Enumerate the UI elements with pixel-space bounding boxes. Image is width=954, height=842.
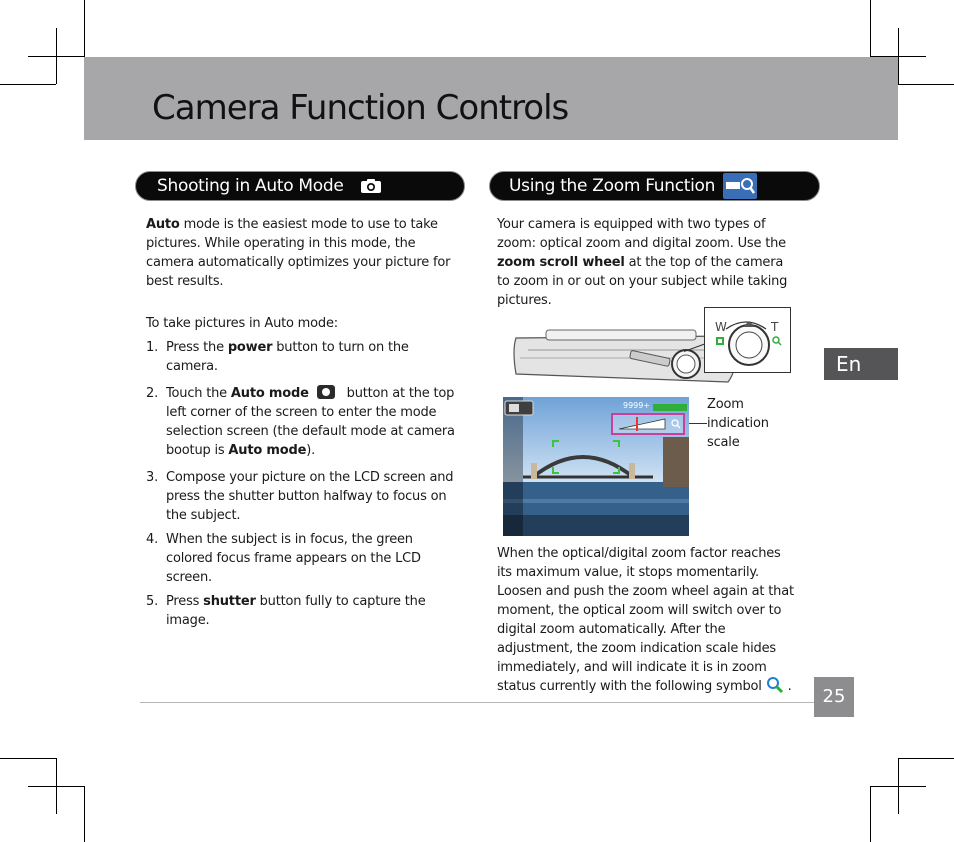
list-item bbox=[146, 384, 458, 460]
intro-bold: Auto bbox=[146, 217, 180, 232]
callout-line bbox=[689, 423, 707, 424]
crop-mark bbox=[898, 84, 954, 85]
step-text: Press bbox=[166, 594, 204, 609]
step-text: Press the bbox=[166, 340, 228, 355]
section-heading-zoom bbox=[489, 171, 820, 201]
outro-text: . bbox=[787, 679, 792, 694]
step-text: button to turn on the camera. bbox=[166, 340, 409, 374]
crop-mark bbox=[870, 0, 871, 57]
zoom-scale-callout bbox=[707, 395, 777, 452]
intro-bold: zoom scroll wheel bbox=[497, 255, 625, 270]
camera-icon bbox=[360, 178, 382, 194]
step-number: 5. bbox=[146, 594, 159, 609]
step-bold: shutter bbox=[203, 594, 256, 609]
crop-mark bbox=[28, 56, 84, 57]
step-text: ). bbox=[306, 443, 316, 458]
step-number: 3. bbox=[146, 470, 159, 485]
step-number: 4. bbox=[146, 532, 159, 547]
divider bbox=[140, 702, 814, 703]
step-number: 2. bbox=[146, 386, 159, 401]
auto-mode-intro bbox=[146, 215, 458, 291]
crop-mark bbox=[870, 786, 926, 787]
step-bold: Auto mode bbox=[230, 386, 309, 401]
zoom-icon bbox=[723, 173, 757, 199]
zoom-intro bbox=[497, 215, 799, 310]
crop-mark bbox=[0, 84, 56, 85]
list-item bbox=[146, 530, 458, 587]
step-text: Compose your picture on the LCD screen and press the shutter button halfway to focus on the subject. bbox=[166, 470, 454, 523]
magnifier-icon bbox=[766, 677, 784, 693]
steps-list bbox=[146, 338, 458, 630]
steps-label bbox=[146, 314, 458, 333]
step-bold: power bbox=[227, 340, 273, 355]
section-heading-auto-mode bbox=[135, 171, 465, 201]
intro-text: mode is the easiest mode to use to take pictures. While operating in this mode, the camera automatically optimizes your picture for best results. bbox=[146, 217, 451, 289]
step-text: Touch the bbox=[166, 386, 231, 401]
crop-mark bbox=[0, 758, 56, 759]
step-text: When the subject is in focus, the green colored focus frame appears on the LCD screen. bbox=[166, 532, 421, 585]
step-text: button fully to capture the image. bbox=[166, 594, 426, 628]
dial-w-label: W bbox=[715, 320, 727, 334]
intro-text: at the top of the camera to zoom in or out on your subject while taking pictures. bbox=[497, 255, 788, 308]
section-title: Shooting in Auto Mode bbox=[157, 176, 344, 196]
outro-text: When the optical/digital zoom factor reaches its maximum value, it stops momentarily. Loosen and push the zoom wheel again at that moment, the optical zoom will switch over to digital zoom automatically. After the adjustment, the zoom indication scale hides immediately, and will indicate it is in zoom status currently with the following symbol bbox=[497, 546, 794, 694]
step-bold: Auto mode bbox=[228, 443, 307, 458]
crop-mark bbox=[84, 786, 85, 842]
step-text: button at the top left corner of the screen to enter the mode selection screen (the default mode at camera bootup is bbox=[166, 386, 455, 458]
language-tab: En bbox=[824, 348, 898, 380]
step-number: 1. bbox=[146, 340, 159, 355]
section-title: Using the Zoom Function bbox=[509, 176, 716, 196]
lcd-shot-count: 9999+ bbox=[623, 401, 651, 410]
callout-text: Zoom indication scale bbox=[707, 397, 769, 450]
crop-mark bbox=[898, 758, 954, 759]
page-title: Camera Function Controls bbox=[152, 88, 569, 128]
crop-mark bbox=[28, 786, 84, 787]
zoom-scale-bar bbox=[613, 415, 683, 433]
zoom-dial-icon bbox=[704, 307, 789, 371]
lcd-screen bbox=[503, 397, 689, 536]
crop-mark bbox=[84, 0, 85, 57]
page-number: 25 bbox=[814, 677, 854, 717]
list-item bbox=[146, 338, 458, 376]
list-item bbox=[146, 468, 458, 525]
zoom-outro bbox=[497, 544, 797, 696]
camera-icon bbox=[317, 385, 335, 399]
crop-mark bbox=[870, 786, 871, 842]
steps-label-text: To take pictures in Auto mode: bbox=[146, 316, 338, 331]
intro-text: Your camera is equipped with two types of zoom: optical zoom and digital zoom. Use the bbox=[497, 217, 786, 251]
dial-t-label: T bbox=[771, 320, 779, 334]
list-item bbox=[146, 592, 458, 630]
